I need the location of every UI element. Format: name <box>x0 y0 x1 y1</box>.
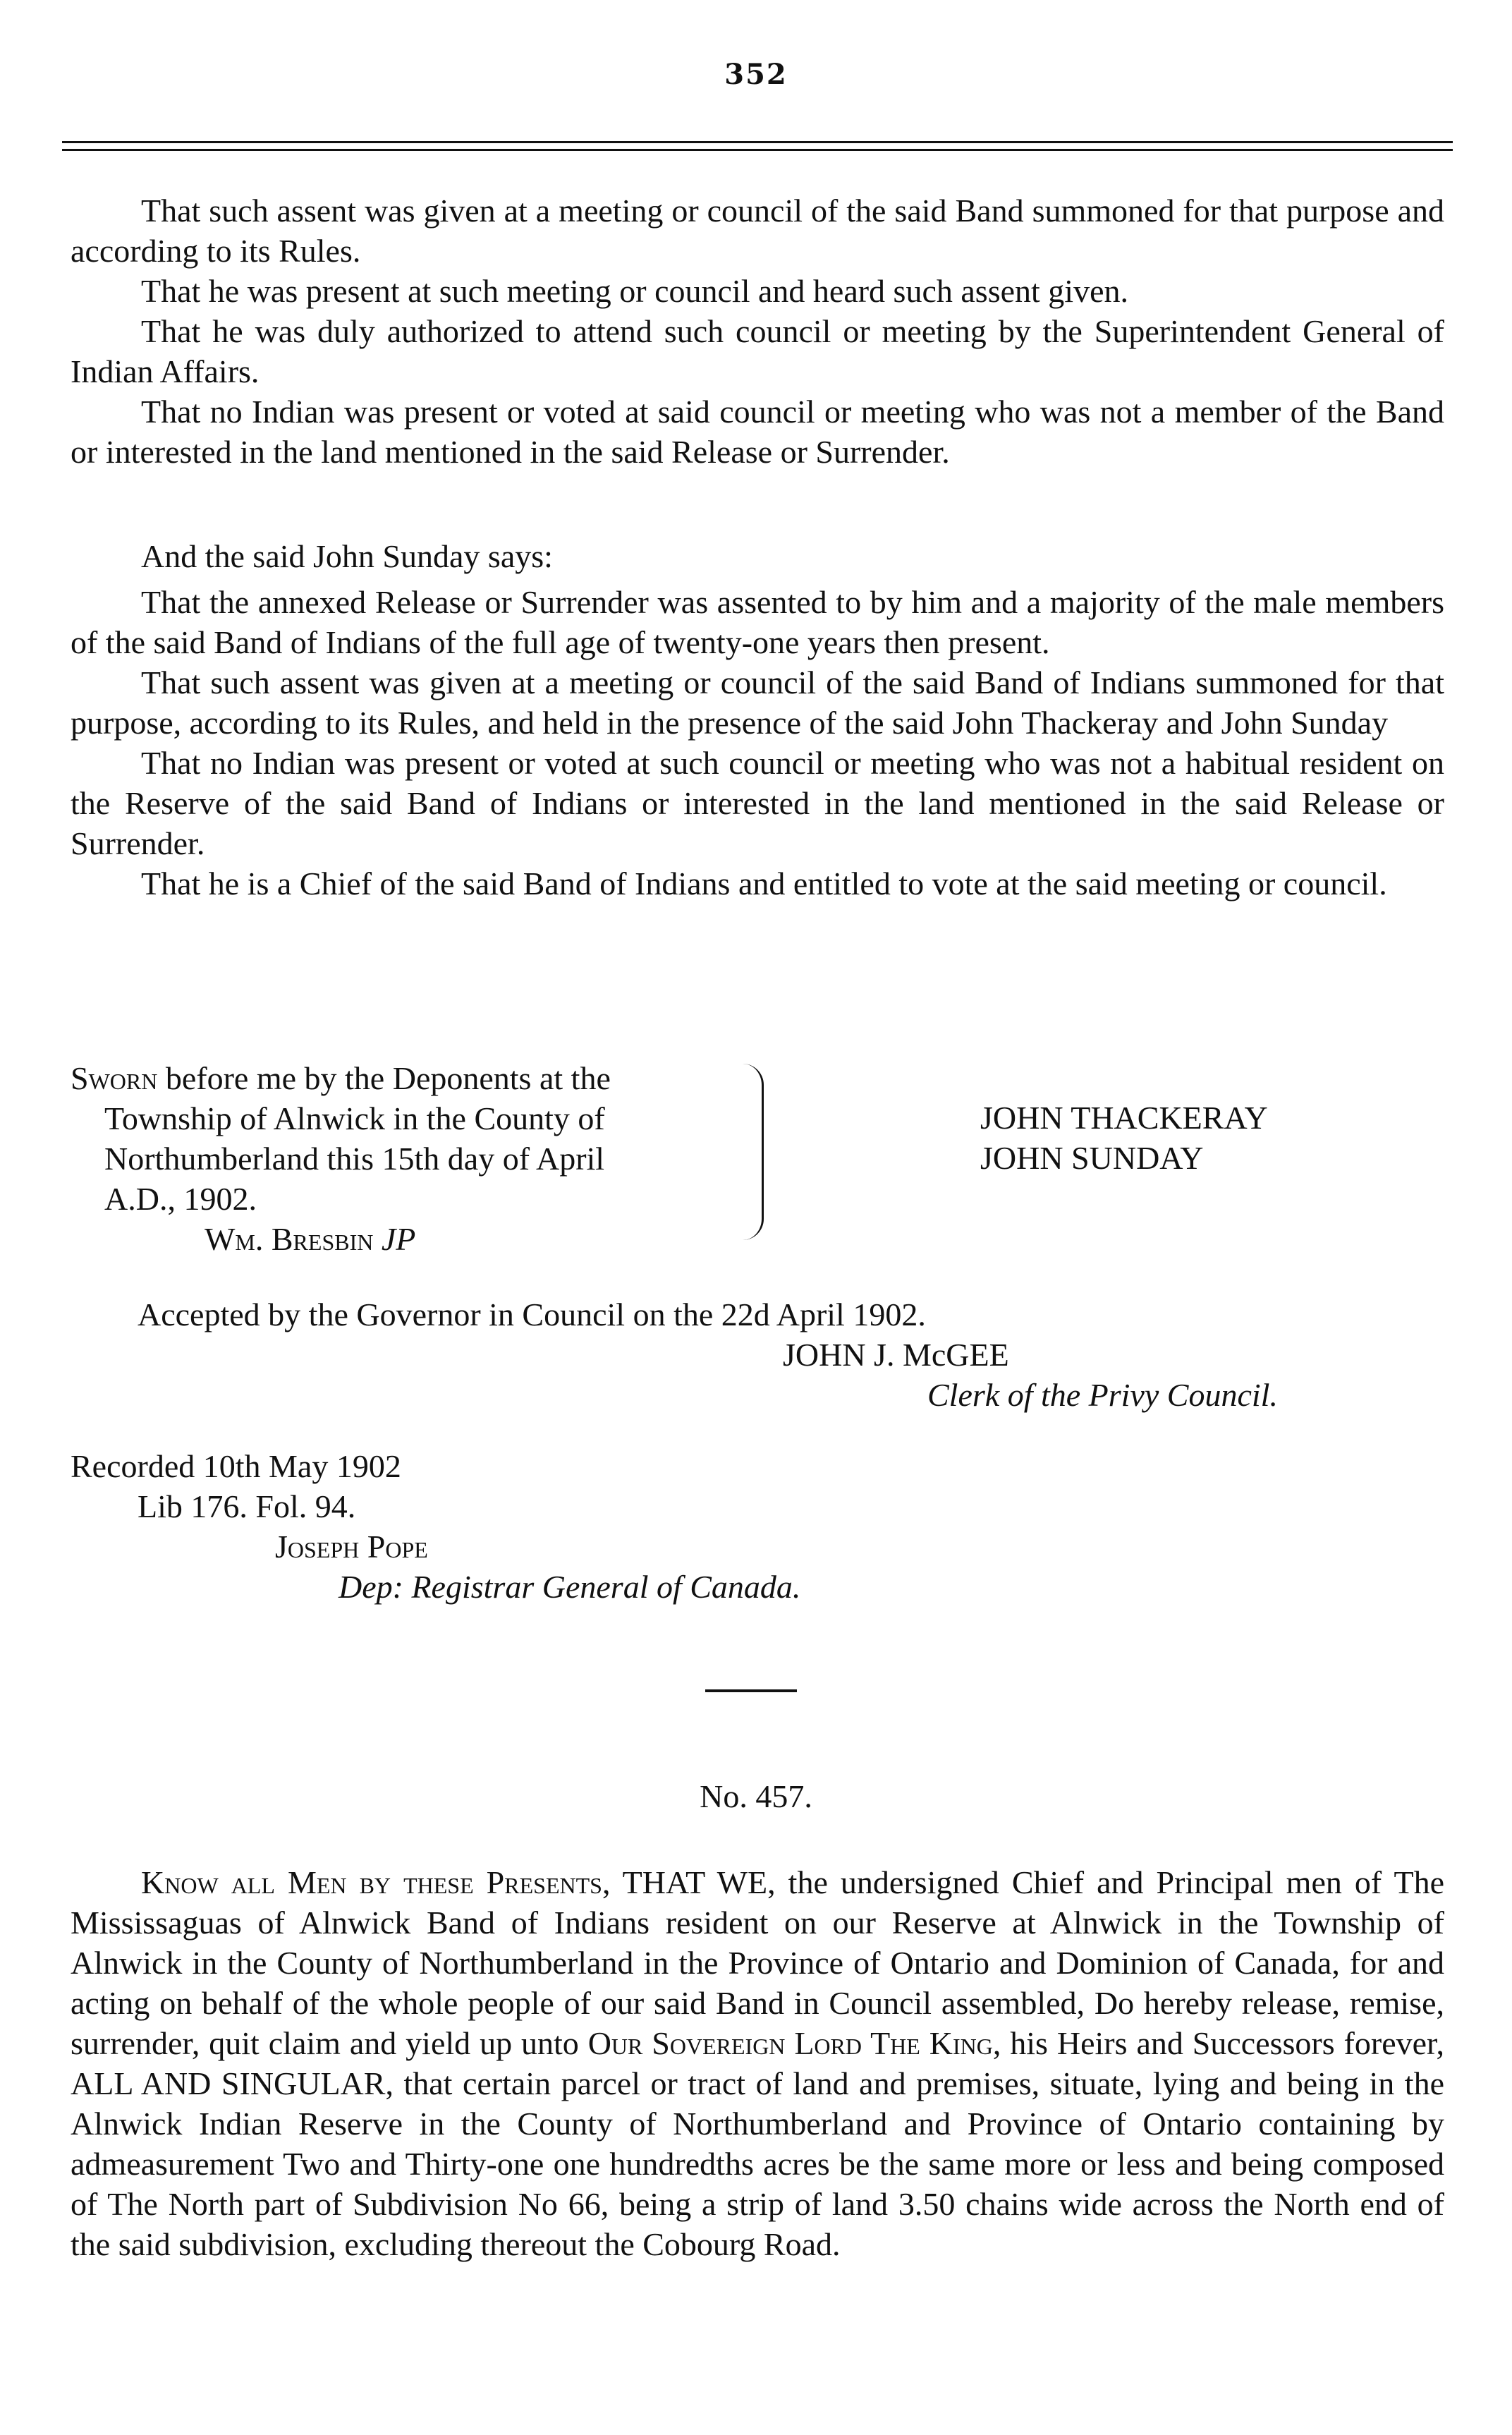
witness-signature <box>71 1219 611 1259</box>
deponent-name: JOHN THACKERAY <box>980 1100 1268 1136</box>
surrender-opening: Know all Men by these Presents, <box>141 1864 611 1900</box>
recording-signer-title: Dep: Registrar General of Canada. <box>339 1569 801 1605</box>
witness-title: JP <box>381 1221 416 1257</box>
surrender-text-part-1: THAT WE, the undersigned Chief and Principal men of The Mississaguas of Alnwick Band of Indians resident on our Reserve at Alnwick in the Township of Alnwick in the County of Northumberland in the Province of Ontario and Dominion of Canada, for and acting on behalf of the whole people of our said Band in Council assembled, Do hereby release, remise, surrender, quit claim and yield up unto <box>71 1864 1444 2061</box>
declaration-section-2 <box>71 536 1444 904</box>
lib-folio: Lib 176. Fol. 94. <box>138 1488 356 1524</box>
deponent-name: JOHN SUNDAY <box>980 1140 1204 1176</box>
sworn-line-1-text: before me by the Deponents at the <box>157 1060 611 1096</box>
sworn-word: Sworn <box>71 1060 158 1096</box>
declaration-section-1 <box>71 190 1444 472</box>
brace <box>733 1064 764 1240</box>
paragraph: That he was present at such meeting or council and heard such assent given. <box>141 273 1128 309</box>
witness-name: Wm. Bresbin <box>205 1221 374 1257</box>
paragraph: That no Indian was present or voted at said council or meeting who was not a member of the Band or interested in the land mentioned in the said Release or Surrender. <box>71 394 1444 470</box>
acceptance-text: Accepted by the Governor in Council on the 22d April 1902. <box>138 1297 926 1332</box>
sovereign-phrase: Our Sovereign Lord The King, <box>587 2025 1001 2061</box>
sworn-block <box>71 1058 611 1259</box>
sworn-line-3: Northumberland this 15th day of April <box>104 1141 605 1177</box>
document-heading: No. 457. <box>700 1778 812 1814</box>
section-intro: And the said John Sunday says: <box>141 538 553 574</box>
surrender-paragraph <box>71 1862 1444 2264</box>
sworn-line-4: A.D., 1902. <box>104 1181 257 1217</box>
sworn-line-2: Township of Alnwick in the County of <box>104 1100 605 1136</box>
recording-block <box>71 1446 800 1607</box>
paragraph: That no Indian was present or voted at such council or meeting who was not a habitual resident on the Reserve of the said Band of Indians or interested in the land mentioned in the said Release or Surrender. <box>71 745 1444 861</box>
paragraph: That the annexed Release or Surrender was assented to by him and a majority of the male members of the said Band of Indians of the full age of twenty-one years then present. <box>71 584 1444 660</box>
page-number: 352 <box>724 58 788 91</box>
surrender-text-part-2: his Heirs and Successors forever, ALL AND SINGULAR, that certain parcel or tract of land and premises, situate, lying and being in the Alnwick Indian Reserve in the County of Northumberland and Province of Ontario containing by admeasurement Two and Thirty-one one hundredths acres be the same more or less and being composed of The North part of Subdivision No 66, being a strip of land 3.50 chains wide across the North end of the said subdivision, excluding thereout the Cobourg Road. <box>71 2025 1444 2262</box>
paragraph: That such assent was given at a meeting or council of the said Band of Indians summoned for that purpose, according to its Rules, and held in the presence of the said John Thackeray and John Sunday <box>71 664 1444 741</box>
recorded-date: Recorded 10th May 1902 <box>71 1448 401 1484</box>
sworn-line-1 <box>71 1058 611 1098</box>
acceptance-signer-title: Clerk of the Privy Council. <box>927 1377 1278 1413</box>
paragraph: That he was duly authorized to attend such council or meeting by the Superintendent General of Indian Affairs. <box>71 313 1444 389</box>
recording-signer: Joseph Pope <box>275 1529 428 1565</box>
paragraph: That he is a Chief of the said Band of Indians and entitled to vote at the said meeting or council. <box>141 866 1387 901</box>
acceptance-signer: JOHN J. McGEE <box>783 1337 1009 1373</box>
section-separator <box>705 1689 797 1692</box>
acceptance-block <box>71 1294 1444 1415</box>
deponent-names <box>980 1098 1268 1178</box>
paragraph: That such assent was given at a meeting or council of the said Band summoned for that purpose and according to its Rules. <box>71 193 1444 269</box>
surrender-text <box>71 1862 1444 2264</box>
header-rule <box>62 141 1453 151</box>
